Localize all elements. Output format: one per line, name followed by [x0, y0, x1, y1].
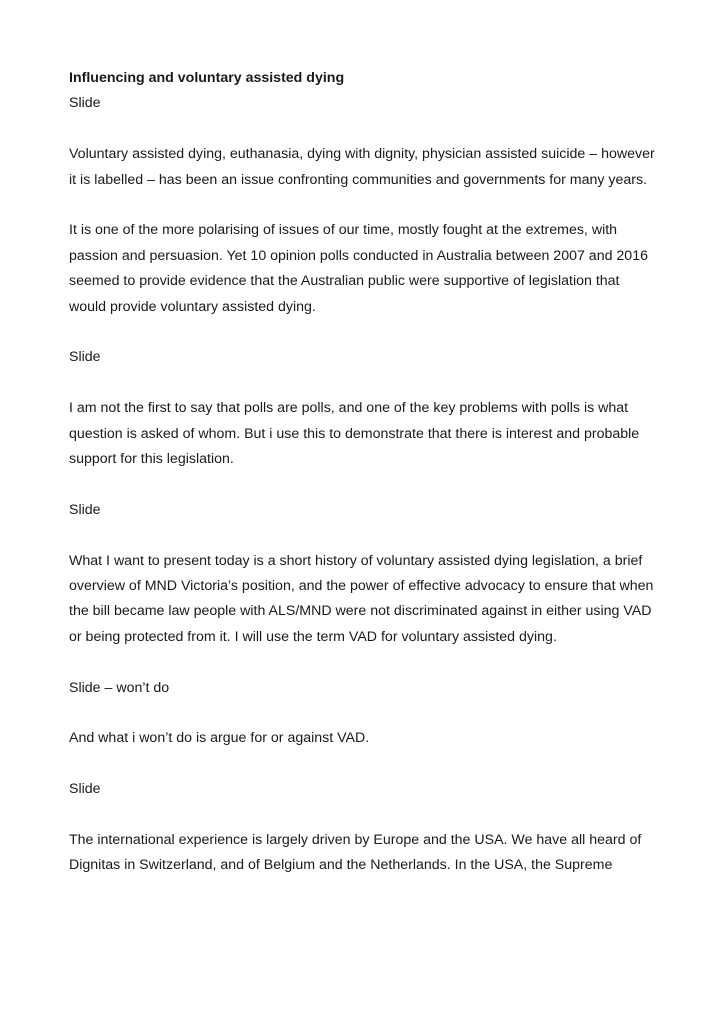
- paragraph-international: The international experience is largely driven by Europe and the USA. We have all heard of Dignitas in Switzerland, and of Belgium and the Netherlands. In the USA, the Supreme: [69, 832, 642, 874]
- document-title: Influencing and voluntary assisted dying: [69, 70, 345, 86]
- paragraph-presentation-outline: What I want to present today is a short history of voluntary assisted dying legislation, a brief overview of MND Victoria’s position, and the power of effective advocacy to ensure that when the bill became law people with ALS/MND were not discriminated against in either using VAD or being protected from it. I will use the term VAD for voluntary assisted dying.: [69, 552, 654, 645]
- paragraph-slide-1: Slide: [69, 95, 101, 112]
- paragraph-polls: I am not the first to say that polls are polls, and one of the key problems with polls is what question is asked of whom. But i use this to demonstrate that there is interest and probable support for this legislation.: [69, 400, 640, 468]
- paragraph-intro: Voluntary assisted dying, euthanasia, dying with dignity, physician assisted suicide – however it is labelled – has been an issue confronting communities and governments for many years.: [69, 146, 655, 188]
- paragraph-slide-3: Slide: [69, 501, 101, 518]
- paragraph-slide-wont-do: Slide – won’t do: [69, 679, 170, 696]
- paragraph-polarising: It is one of the more polarising of issues of our time, mostly fought at the extremes, with passion and persuasion. Yet 10 opinion polls conducted in Australia between 2007 and 2016 seemed to provide evidence that the Australian public were supportive of legislation that would provide voluntary assisted dying.: [69, 222, 648, 315]
- paragraph-wont-argue: And what i won’t do is argue for or against VAD.: [69, 730, 370, 747]
- paragraph-slide-2: Slide: [69, 349, 101, 366]
- paragraph-slide-4: Slide: [69, 781, 101, 798]
- document-body: [69, 66, 659, 904]
